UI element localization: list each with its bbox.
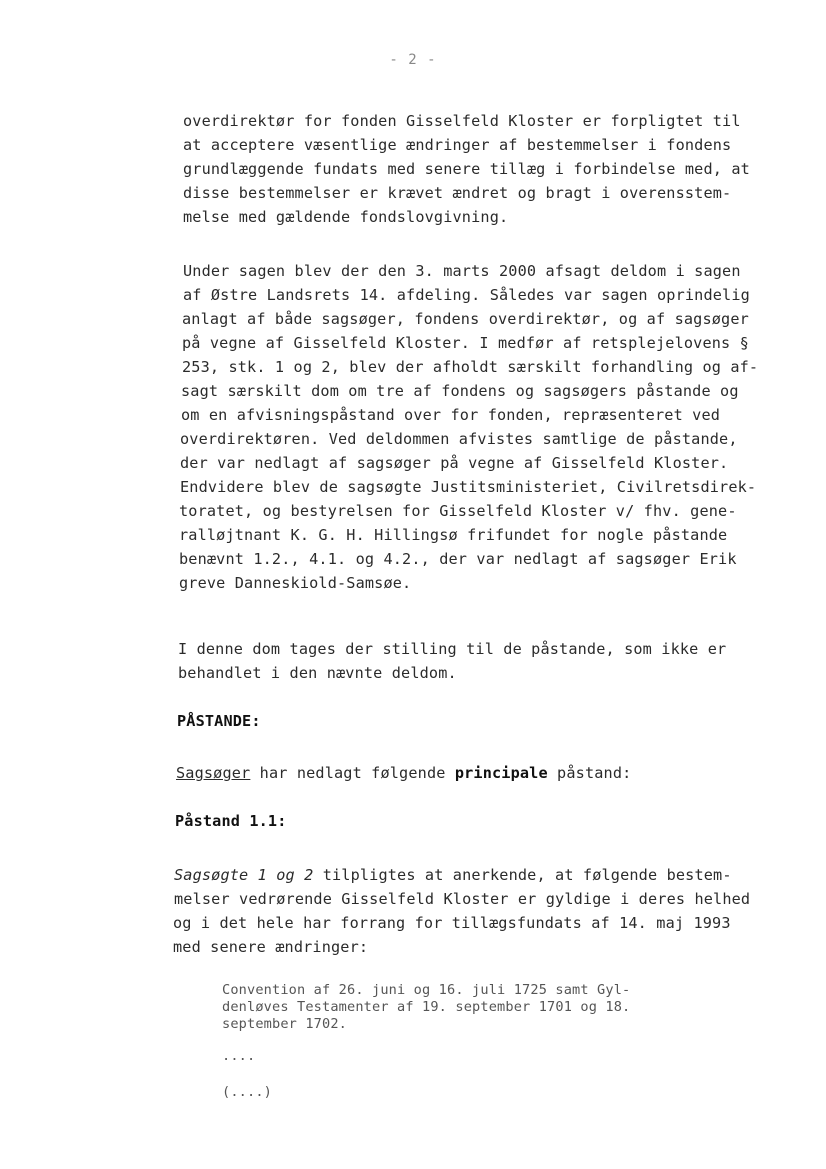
text-line: toratet, og bestyrelsen for Gisselfeld Kloster v/ fhv. gene- (179, 502, 737, 520)
text-line: overdirektør for fonden Gisselfeld Kloster er forpligtet til (183, 112, 741, 130)
claim-1-1-rest: tilpligtes at anerkende, at følgende bestem- (313, 866, 732, 884)
page-number: - 2 - (389, 52, 437, 68)
text-line: greve Danneskiold-Samsøe. (179, 574, 412, 592)
claim-1-1-subject: Sagsøgte 1 og 2 (174, 866, 314, 884)
quote-line: Convention af 26. juni og 16. juli 1725 samt Gyl- (222, 982, 631, 998)
text-line: overdirektøren. Ved deldommen afvistes samtlige de påstande, (180, 430, 738, 448)
heading-pastande: PÅSTANDE: (177, 712, 261, 730)
text-line: der var nedlagt af sagsøger på vegne af Gisselfeld Kloster. (180, 454, 729, 472)
text-line: 253, stk. 1 og 2, blev der afholdt særskilt forhandling og af- (182, 358, 759, 376)
quote-line: september 1702. (222, 1016, 348, 1032)
text-line: melser vedrørende Gisselfeld Kloster er gyldige i deres helhed (174, 890, 751, 908)
text-line: af Østre Landsrets 14. afdeling. Således var sagen oprindelig (183, 286, 750, 304)
text-line: anlagt af både sagsøger, fondens overdirektør, og af sagsøger (182, 310, 749, 328)
text-line: grundlæggende fundats med senere tillæg i forbindelse med, at (183, 160, 750, 178)
text-line: Endvidere blev de sagsøgte Justitsministeriet, Civilretsdirek- (180, 478, 757, 496)
quote-line: denløves Testamenter af 19. september 1701 og 18. (222, 999, 631, 1015)
claim-middle: har nedlagt følgende (250, 764, 455, 782)
heading-pastand-1-1: Påstand 1.1: (175, 812, 287, 830)
text-line: at acceptere væsentlige ændringer af bestemmelser i fondens (183, 136, 732, 154)
claim-end: påstand: (547, 764, 632, 782)
text-line: med senere ændringer: (173, 938, 369, 956)
text-line: om en afvisningspåstand over for fonden, repræsenteret ved (181, 406, 721, 424)
text-line (174, 866, 732, 884)
text-line: melse med gældende fondslovgivning. (183, 208, 509, 226)
text-line: ralløjtnant K. G. H. Hillingsø frifundet for nogle påstande (179, 526, 728, 544)
text-line: behandlet i den nævnte deldom. (178, 664, 457, 682)
claim-emphasis: principale (454, 764, 548, 782)
text-line: disse bestemmelser er krævet ændret og bragt i overensstem- (183, 184, 732, 202)
text-line: på vegne af Gisselfeld Kloster. I medfør af retsplejelovens § (182, 334, 749, 352)
text-line: sagt særskilt dom om tre af fondens og sagsøgers påstande og (181, 382, 739, 400)
text-line: benævnt 1.2., 4.1. og 4.2., der var nedlagt af sagsøger Erik (179, 550, 737, 568)
text-line: Under sagen blev der den 3. marts 2000 afsagt deldom i sagen (183, 262, 741, 280)
claim-intro (176, 764, 631, 782)
text-line: I denne dom tages der stilling til de påstande, som ikke er (178, 640, 727, 658)
claim-subject: Sagsøger (176, 764, 251, 782)
text-line: og i det hele har forrang for tillægsfundats af 14. maj 1993 (173, 914, 731, 932)
ellipsis: .... (222, 1048, 256, 1064)
ellipsis-parenthesized: (....) (222, 1084, 273, 1100)
